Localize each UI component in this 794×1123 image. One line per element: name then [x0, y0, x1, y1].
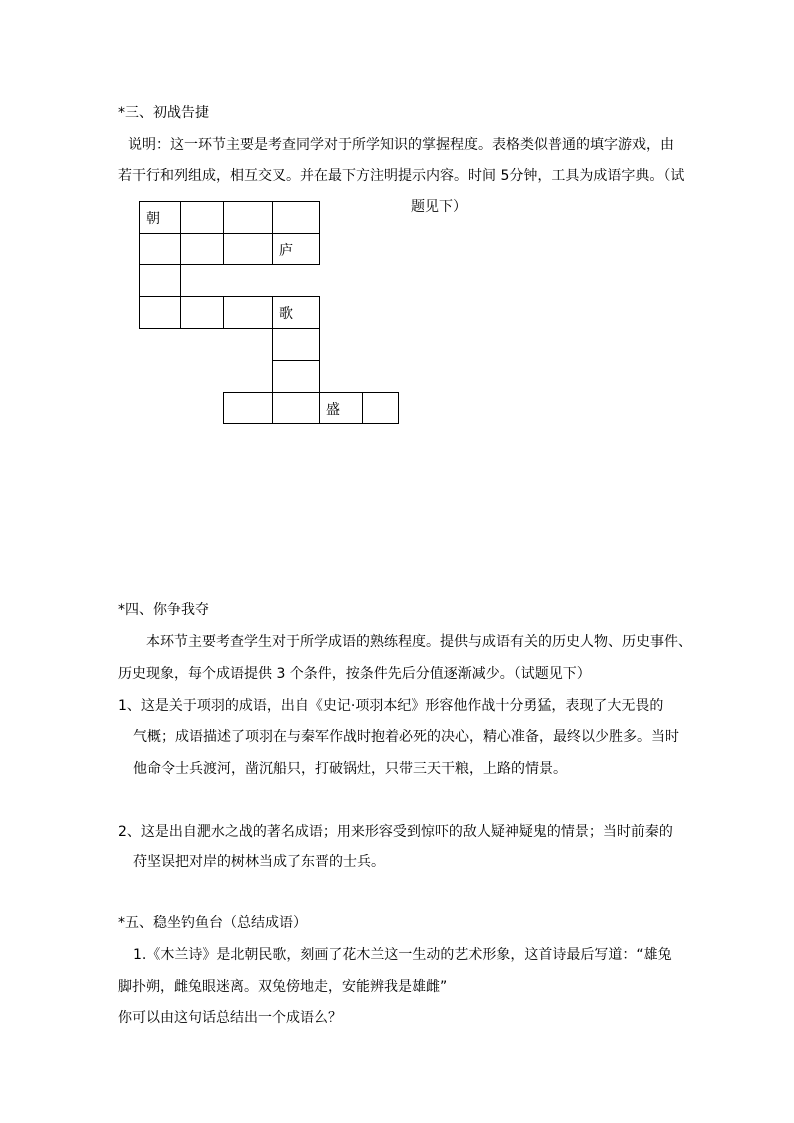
section-4-q2-line-2: 苻坚误把对岸的树林当成了东晋的士兵。	[133, 854, 385, 870]
crossword-cell[interactable]	[223, 392, 273, 424]
section-4-intro-line-1: 本环节主要考查学生对于所学成语的熟练程度。提供与成语有关的历史人物、历史事件、	[146, 634, 692, 650]
section-5-title: *五、稳坐钓鱼台（总结成语）	[118, 915, 307, 931]
section-3-desc-line-3: 题见下）	[411, 199, 467, 215]
crossword-cell[interactable]	[223, 201, 273, 234]
crossword-cell[interactable]	[272, 233, 320, 265]
crossword-cell[interactable]	[139, 201, 181, 234]
crossword-cell[interactable]	[319, 392, 363, 424]
cell-char: 庐	[279, 243, 293, 259]
crossword-cell[interactable]	[272, 201, 320, 234]
crossword-cell[interactable]	[139, 296, 181, 329]
section-4-q1-line-3: 他命令士兵渡河，凿沉船只，打破锅灶，只带三天干粮，上路的情景。	[133, 761, 567, 777]
section-3-title: *三、初战告捷	[118, 105, 209, 121]
section-5-q1-line-2: 脚扑朔，雌兔眼迷离。双兔傍地走，安能辨我是雄雌”	[118, 979, 448, 995]
crossword-cell[interactable]	[272, 360, 320, 393]
section-3-desc-line-2: 若干行和列组成，相互交叉。并在最下方注明提示内容。时间 5分钟，工具为成语字典。（试	[118, 168, 685, 184]
crossword-cell[interactable]	[272, 392, 320, 424]
crossword-cell[interactable]	[180, 233, 224, 265]
crossword-cell[interactable]	[223, 296, 273, 329]
crossword-cell[interactable]	[180, 201, 224, 234]
section-5-q1-line-1: 1.《木兰诗》是北朝民歌，刻画了花木兰这一生动的艺术形象，这首诗最后写道：“雄兔	[133, 947, 672, 963]
section-4-q1-line-2: 气概；成语描述了项羽在与秦军作战时抱着必死的决心，精心准备，最终以少胜多。当时	[133, 729, 679, 745]
cell-char: 歌	[279, 306, 293, 322]
crossword-cell[interactable]	[180, 296, 224, 329]
crossword-cell[interactable]	[139, 264, 181, 297]
section-4-title: *四、你争我夺	[118, 602, 209, 618]
section-4-q2-line-1: 2、这是出自淝水之战的著名成语；用来形容受到惊吓的敌人疑神疑鬼的情景；当时前秦的	[118, 824, 673, 840]
cell-char: 朝	[146, 211, 160, 227]
section-4-q1-line-1: 1、这是关于项羽的成语，出自《史记·项羽本纪》形容他作战十分勇猛，表现了大无畏的	[118, 698, 664, 714]
crossword-cell[interactable]	[272, 296, 320, 329]
crossword-cell[interactable]	[362, 392, 399, 424]
section-5-q1-line-3: 你可以由这句话总结出一个成语么？	[118, 1010, 342, 1026]
section-4-intro-line-2: 历史现象，每个成语提供 3 个条件，按条件先后分值逐渐减少。（试题见下）	[118, 666, 591, 682]
cell-char: 盛	[326, 402, 340, 418]
crossword-cell[interactable]	[139, 233, 181, 265]
crossword-cell[interactable]	[272, 328, 320, 361]
crossword-cell[interactable]	[223, 233, 273, 265]
section-3-desc-line-1: 说明：这一环节主要是考查同学对于所学知识的掌握程度。表格类似普通的填字游戏，由	[128, 137, 674, 153]
